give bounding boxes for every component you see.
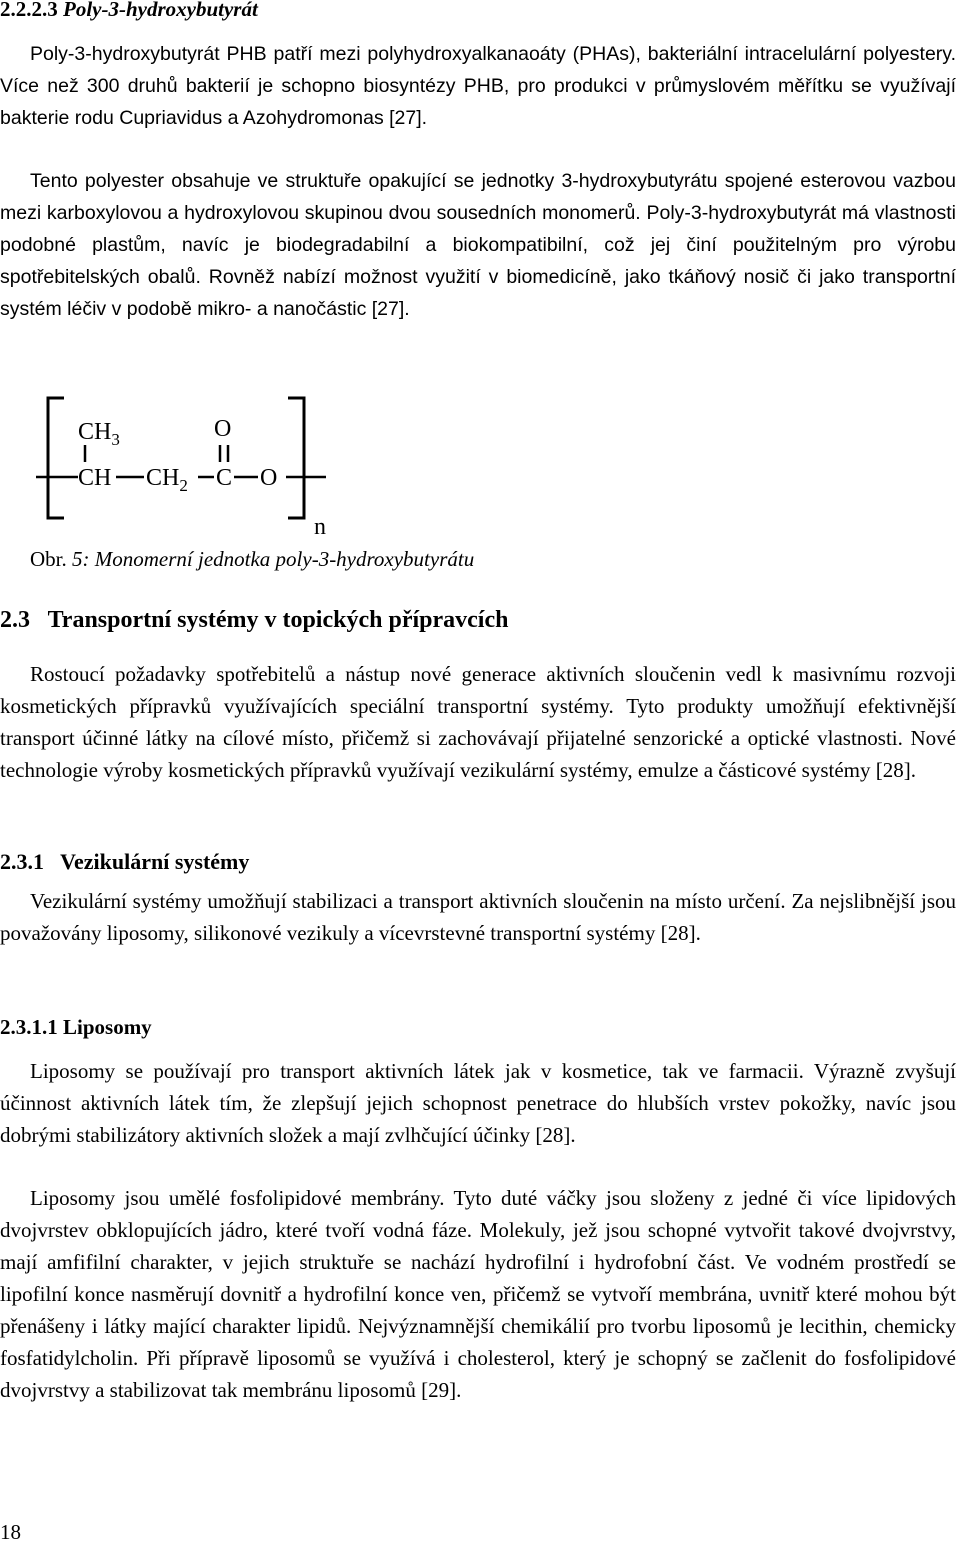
oxygen-label: O [260, 465, 278, 491]
heading-title: Liposomy [63, 1015, 152, 1039]
heading-2-2-2-3 [0, 0, 956, 22]
page-number: 18 [0, 1520, 21, 1544]
caption-text: 5: Monomerní jednotka poly-3-hydroxybutyrátu [72, 547, 475, 571]
repeat-n-label: n [314, 514, 326, 540]
heading-2-3-1-1 [0, 1015, 956, 1040]
phb-structure-diagram [30, 392, 350, 542]
paragraph-liposomes-1: Liposomy se používají pro transport aktivních látek jak v kosmetice, tak ve farmacii. Výrazně zvyšují účinnost aktivních látek tím, že zlepšují jejich schopnost penetrace do hlubších vrstev pokožky, navíc jsou dobrými stabilizátory aktivních složek a mají zvlhčující účinky [28]. [0, 1059, 956, 1147]
carbon-label: C [216, 465, 233, 491]
heading-number: 2.3.1.1 [0, 1015, 58, 1039]
carbonyl-oxygen-label: O [214, 416, 232, 442]
heading-number: 2.3.1 [0, 849, 44, 874]
paragraph-phb-intro: Poly-3-hydroxybutyrát PHB patří mezi polyhydroxyalkanaoáty (PHAs), bakteriální intracelulární polyestery. Více než 300 druhů bakterií je schopno biosyntézy PHB, pro produkci v průmyslovém měřítku se využívají bakterie rodu Cupriavidus a Azohydromonas [27]. [0, 43, 956, 129]
heading-2-3-1 [0, 849, 956, 875]
paragraph-vesicular-systems: Vezikulární systémy umožňují stabilizaci a transport aktivních sloučenin na místo určení. Za nejslibnější jsou považovány liposomy, silikonové vezikuly a vícevrstevné transportní systémy [28]. [0, 889, 956, 945]
heading-number: 2.3 [0, 607, 30, 633]
heading-title: Vezikulární systémy [60, 849, 250, 874]
paragraph-transport-systems: Rostoucí požadavky spotřebitelů a nástup nové generace aktivních sloučenin vedl k masivnímu rozvoji kosmetických přípravků využívajících speciální transportní systémy. Tyto produkty umožňují efektivnější transport účinné látky na cílové místo, přičemž si zachovávají přijatelné senzorické a optické vlastnosti. Nové technologie výroby kosmetických přípravků využívají vezikulární systémy, emulze a částicové systémy [28]. [0, 662, 956, 782]
heading-title: Poly-3-hydroxybutyrát [63, 0, 258, 21]
figure-caption [30, 547, 474, 572]
heading-2-3 [0, 607, 956, 634]
paragraph-liposomes-2: Liposomy jsou umělé fosfolipidové membrány. Tyto duté váčky jsou složeny z jedné či více lipidových dvojvrstev obklopujících jádro, které tvoří vodná fáze. Molekuly, jež jsou schopné vytvořit takové dvojvrstvy, mají amfifilní charakter, v jejich struktuře se nachází hydrofilní i hydrofobní část. Ve vodném prostředí se lipofilní konce nasměrují dovnitř a hydrofilní konce ven, přičemž se vytvoří membrána, uvnitř které mohou být přenášeny i látky mající charakter lipidů. Nejvýznamnější chemikálií pro tvorbu liposomů je lecithin, chemicky fosfatidylcholin. Při přípravě liposomů se využívá i cholesterol, který je schopný se začlenit do fosfolipidové dvojvrstvy a stabilizovat tak membránu liposomů [29]. [0, 1186, 956, 1402]
paragraph-phb-structure: Tento polyester obsahuje ve struktuře opakující se jednotky 3-hydroxybutyrátu spojené esterovou vazbou mezi karboxylovou a hydroxylovou skupinou dvou sousedních monomerů. Poly-3-hydroxybutyrát má vlastnosti podobné plastům, navíc je biodegradabilní a biokompatibilní, což jej činí použitelným pro výrobu spotřebitelských obalů. Rovněž nabízí možnost využití v biomedicíně, jako tkáňový nosič či jako transportní systém léčiv v podobě mikro- a nanočástic [27]. [0, 170, 956, 320]
heading-title: Transportní systémy v topických přípravcích [47, 607, 509, 633]
ch-label: CH [78, 465, 112, 491]
ch2-label: $CH_2$ [146, 465, 188, 495]
ch3-label: $CH_3$ [78, 419, 120, 449]
heading-number: 2.2.2.3 [0, 0, 58, 21]
caption-prefix: Obr. [30, 547, 67, 571]
